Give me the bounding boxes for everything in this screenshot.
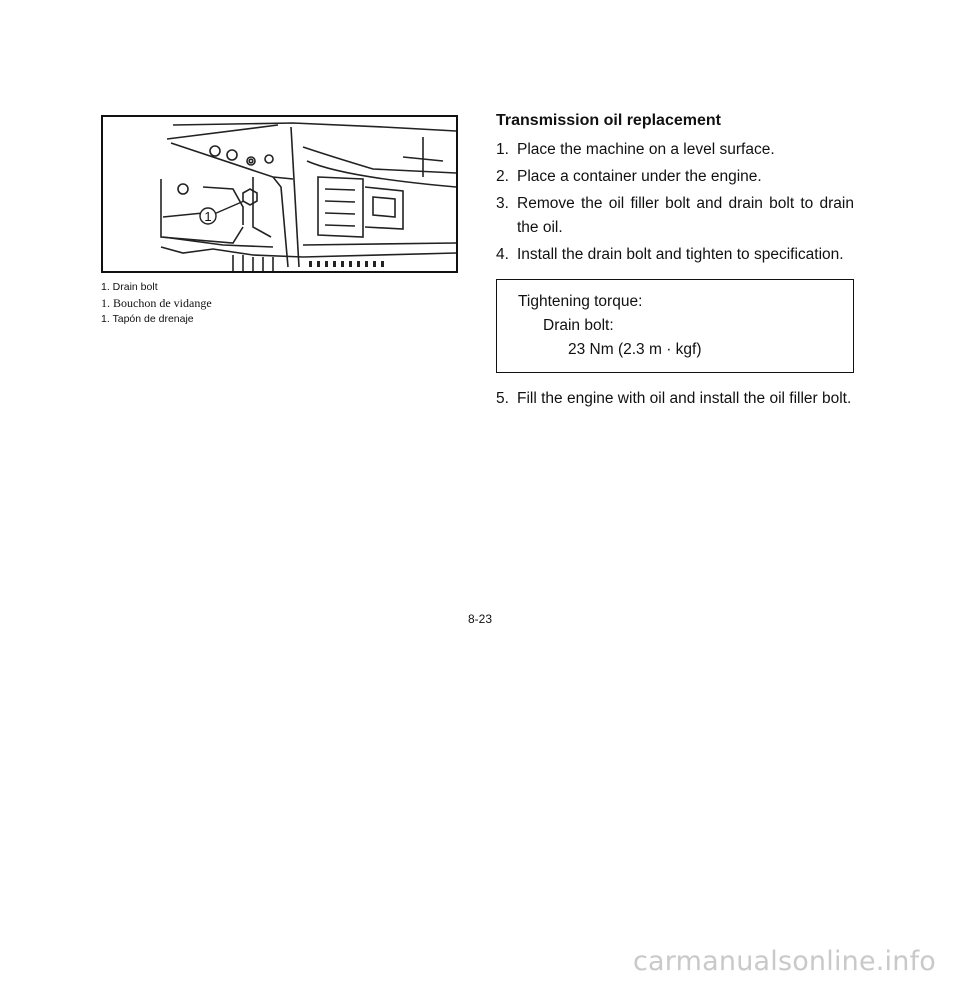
drain-bolt-illustration [101,115,458,273]
procedure-column [496,110,854,414]
step-item [496,192,854,240]
step-text: Place a container under the engine. [517,168,762,185]
step-text: Fill the engine with oil and install the oil filler bolt. [517,390,852,407]
step-number: 4. [496,246,509,263]
step-item [496,387,854,411]
step-number: 5. [496,390,509,407]
watermark-text: carmanualsonline.info [633,946,936,977]
step-item [496,138,854,162]
step-number: 3. [496,195,509,212]
steps-list [496,138,854,267]
step-number: 2. [496,168,509,185]
figure-captions [101,279,461,327]
step-text: Remove the oil filler bolt and drain bolt to drain the oil. [517,195,854,236]
caption-spanish: 1. Tapón de drenaje [101,313,194,325]
torque-spec-box [496,279,854,373]
step-item [496,243,854,267]
caption-french: 1. Bouchon de vidange [101,296,212,310]
engine-line-drawing [103,117,456,271]
step-text: Place the machine on a level surface. [517,141,775,158]
step-item [496,165,854,189]
callout-number: 1 [204,209,212,224]
step-number: 1. [496,141,509,158]
caption-english: 1. Drain bolt [101,281,158,293]
spec-label: Tightening torque: [518,293,643,310]
section-title: Transmission oil replacement [496,112,721,129]
spec-value: 23 Nm (2.3 m · kgf) [568,341,702,358]
page-number: 8-23 [467,612,493,626]
steps-list-continued [496,387,854,411]
step-text: Install the drain bolt and tighten to specification. [517,246,844,263]
spec-item: Drain bolt: [543,317,614,334]
